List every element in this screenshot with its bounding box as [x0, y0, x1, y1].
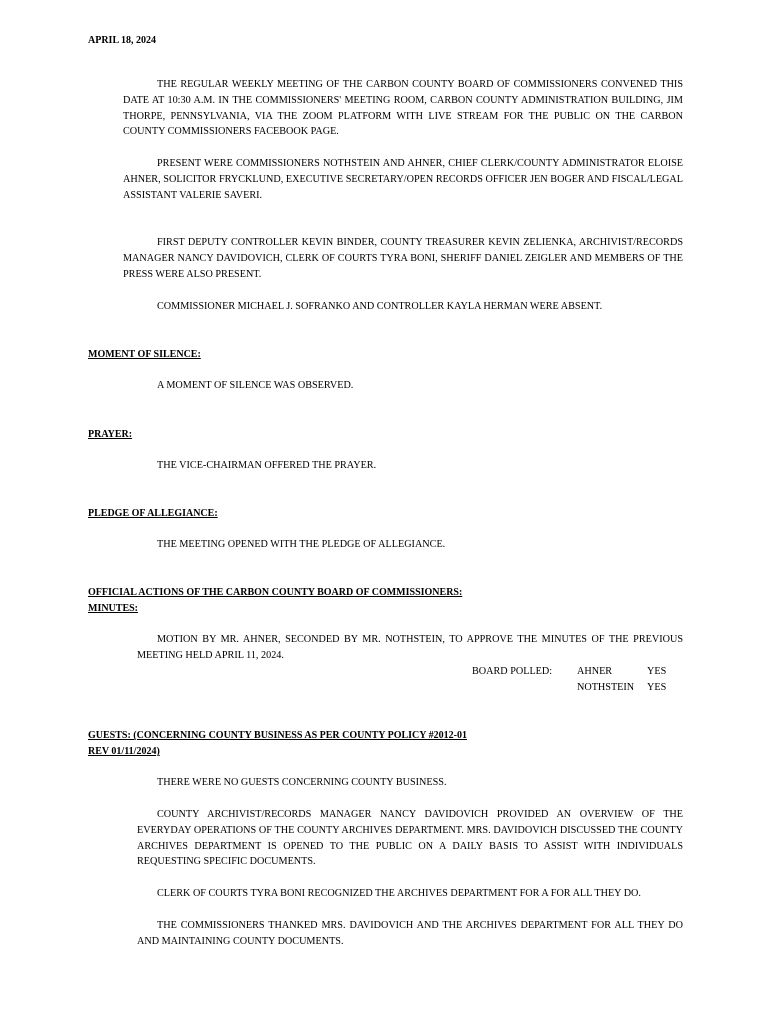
vote-value: YES	[647, 682, 667, 693]
heading-minutes: MINUTES:	[88, 603, 139, 614]
guests-commissioners-thanks-text: THE COMMISSIONERS THANKED MRS. DAVIDOVICH AND THE ARCHIVES DEPARTMENT FOR ALL THEY DO AND MAINTAINING COUNTY DOCUMENTS.	[137, 920, 683, 947]
meeting-date: APRIL 18, 2024	[88, 35, 157, 46]
intro-paragraph-absent-text: COMMISSIONER MICHAEL J. SOFRANKO AND CONTROLLER KAYLA HERMAN WERE ABSENT.	[157, 301, 603, 312]
intro-paragraph-present	[123, 156, 683, 203]
heading-prayer: PRAYER:	[88, 429, 133, 440]
board-polled-label: BOARD POLLED:	[472, 666, 553, 677]
heading-moment-of-silence: MOMENT OF SILENCE:	[88, 349, 201, 360]
heading-pledge: PLEDGE OF ALLEGIANCE:	[88, 508, 218, 519]
vote-name: AHNER	[577, 666, 613, 677]
minutes-motion	[137, 632, 683, 664]
intro-paragraph-present-text: PRESENT WERE COMMISSIONERS NOTHSTEIN AND AHNER, CHIEF CLERK/COUNTY ADMINISTRATOR ELOISE AHNER, SOLICITOR FRYCKLUND, EXECUTIVE SECRETARY/OPEN RECORDS OFFICER JEN BOGER AND FISCAL/LEGAL ASSISTANT VALERIE SAVERI.	[123, 158, 683, 201]
text-pledge: THE MEETING OPENED WITH THE PLEDGE OF ALLEGIANCE.	[157, 539, 446, 550]
intro-paragraph-also-present	[123, 235, 683, 282]
heading-guests-rev: REV 01/11/2024)	[88, 746, 160, 757]
minutes-motion-text: MOTION BY MR. AHNER, SECONDED BY MR. NOTHSTEIN, TO APPROVE THE MINUTES OF THE PREVIOUS MEETING HELD APRIL 11, 2024.	[137, 634, 683, 661]
guests-no-guests: THERE WERE NO GUESTS CONCERNING COUNTY BUSINESS.	[157, 777, 447, 788]
heading-guests: GUESTS: (CONCERNING COUNTY BUSINESS AS PER COUNTY POLICY #2012-01	[88, 730, 467, 741]
text-moment-of-silence: A MOMENT OF SILENCE WAS OBSERVED.	[157, 380, 354, 391]
vote-name: NOTHSTEIN	[577, 682, 635, 693]
intro-paragraph-also-present-text: FIRST DEPUTY CONTROLLER KEVIN BINDER, COUNTY TREASURER KEVIN ZELIENKA, ARCHIVIST/RECORDS MANAGER NANCY DAVIDOVICH, CLERK OF COURTS TYRA BONI, SHERIFF DANIEL ZEIGLER AND MEMBERS OF THE PRESS WERE ALSO PRESENT.	[123, 237, 683, 280]
guests-clerk-recognition: CLERK OF COURTS TYRA BONI RECOGNIZED THE ARCHIVES DEPARTMENT FOR A FOR ALL THEY DO.	[157, 888, 641, 899]
guests-archives-overview	[137, 807, 683, 870]
guests-archives-overview-text: COUNTY ARCHIVIST/RECORDS MANAGER NANCY DAVIDOVICH PROVIDED AN OVERVIEW OF THE EVERYDAY OPERATIONS OF THE COUNTY ARCHIVES DEPARTMENT. MRS. DAVIDOVICH DISCUSSED THE COUNTY ARCHIVES DEPARTMENT IS OPENED TO THE PUBLIC ON A DAILY BASIS TO ASSIST WITH INDIVIDUALS REQUESTING SPECIFIC DOCUMENTS.	[137, 809, 683, 868]
intro-paragraph-convened	[123, 77, 683, 140]
text-prayer: THE VICE-CHAIRMAN OFFERED THE PRAYER.	[157, 460, 377, 471]
guests-commissioners-thanks	[137, 918, 683, 950]
heading-official-actions: OFFICIAL ACTIONS OF THE CARBON COUNTY BOARD OF COMMISSIONERS:	[88, 587, 463, 598]
intro-paragraph-convened-text: THE REGULAR WEEKLY MEETING OF THE CARBON COUNTY BOARD OF COMMISSIONERS CONVENED THIS DATE AT 10:30 A.M. IN THE COMMISSIONERS' MEETING ROOM, CARBON COUNTY ADMINISTRATION BUILDING, JIM THORPE, PENNSYLVANIA, VIA THE ZOOM PLATFORM WITH LIVE STREAM FOR THE PUBLIC ON THE CARBON COUNTY COMMISSIONERS FACEBOOK PAGE.	[123, 79, 683, 138]
vote-value: YES	[647, 666, 667, 677]
intro-paragraph-absent	[123, 299, 683, 315]
